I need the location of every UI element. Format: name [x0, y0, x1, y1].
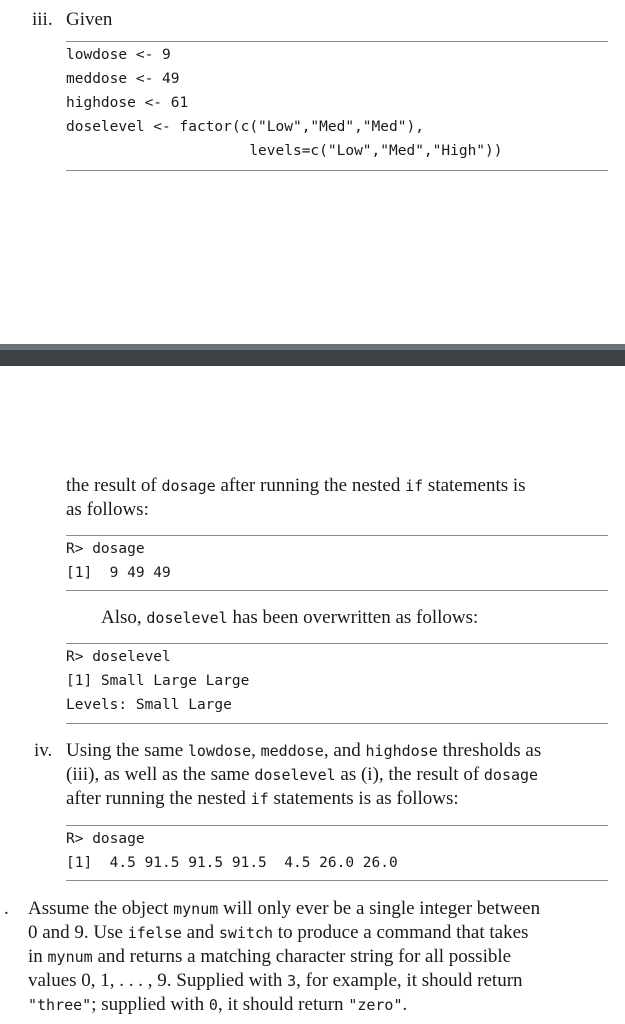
code-line: doselevel <- factor(c("Low","Med","Med"), — [66, 119, 424, 135]
inline-code: doselevel — [146, 609, 228, 627]
code-line: meddose <- 49 — [66, 71, 180, 87]
code-line: R> dosage — [66, 541, 145, 557]
paragraph-line: after running the nested if statements is as follows: — [66, 788, 459, 809]
inline-code: if — [250, 790, 269, 808]
code-line: R> doselevel — [66, 649, 171, 665]
code-line: [1] Small Large Large — [66, 673, 250, 689]
code-block-dosage — [66, 537, 171, 585]
code-line: Levels: Small Large — [66, 697, 232, 713]
code-block-doselevel — [66, 645, 249, 717]
paragraph-line: the result of dosage after running the nested if statements is — [66, 475, 526, 496]
item-label-iii: iii. — [32, 9, 53, 30]
item-label-iv: iv. — [34, 740, 53, 761]
inline-code: 3 — [287, 972, 297, 990]
code-rule-bottom — [66, 170, 608, 171]
inline-code: lowdose — [187, 742, 252, 760]
paragraph-line: 0 and 9. Use ifelse and switch to produce a command that takes — [28, 922, 529, 943]
paragraph-line: Also, doselevel has been overwritten as follows: — [101, 607, 479, 628]
code-rule-bottom — [66, 590, 608, 591]
code-rule-top — [66, 643, 608, 644]
paragraph-line: Using the same lowdose, meddose, and highdose thresholds as — [66, 740, 542, 761]
paragraph-line: values 0, 1, . . . , 9. Supplied with 3, for example, it should return — [28, 970, 523, 991]
section-heading: Given — [66, 9, 113, 30]
paragraph-line: "three"; supplied with 0, it should return "zero". — [28, 994, 408, 1015]
inline-code: ifelse — [127, 924, 182, 942]
code-line: highdose <- 61 — [66, 95, 189, 111]
paragraph-line: Assume the object mynum will only ever be a single integer between — [28, 898, 541, 919]
code-rule-top — [66, 825, 608, 826]
inline-code: doselevel — [254, 766, 336, 784]
inline-code: switch — [218, 924, 274, 942]
inline-code: "three" — [28, 996, 92, 1014]
inline-code: dosage — [483, 766, 539, 784]
paragraph-line: in mynum and returns a matching character string for all possible — [28, 946, 512, 967]
item-bullet: . — [4, 898, 9, 919]
code-rule-bottom — [66, 723, 608, 724]
paragraph-line: as follows: — [66, 499, 149, 520]
code-rule-top — [66, 41, 608, 42]
inline-code: mynum — [173, 900, 219, 918]
code-line: lowdose <- 9 — [66, 47, 171, 63]
code-rule-top — [66, 535, 608, 536]
inline-code: highdose — [365, 742, 438, 760]
code-block-iii — [66, 43, 503, 163]
inline-code: dosage — [161, 477, 216, 495]
inline-code: if — [405, 477, 424, 495]
inline-code: 0 — [208, 996, 218, 1014]
inline-code: mynum — [47, 948, 93, 966]
page-divider — [0, 350, 625, 366]
code-line: [1] 4.5 91.5 91.5 91.5 4.5 26.0 26.0 — [66, 855, 398, 871]
code-line: [1] 9 49 49 — [66, 565, 171, 581]
code-block-dosage-iv — [66, 827, 398, 875]
code-rule-bottom — [66, 880, 608, 881]
code-line: R> dosage — [66, 831, 145, 847]
code-line: levels=c("Low","Med","High")) — [66, 143, 503, 159]
paragraph-line: (iii), as well as the same doselevel as (i), the result of dosage — [66, 764, 539, 785]
inline-code: meddose — [260, 742, 324, 760]
inline-code: "zero" — [348, 996, 403, 1014]
